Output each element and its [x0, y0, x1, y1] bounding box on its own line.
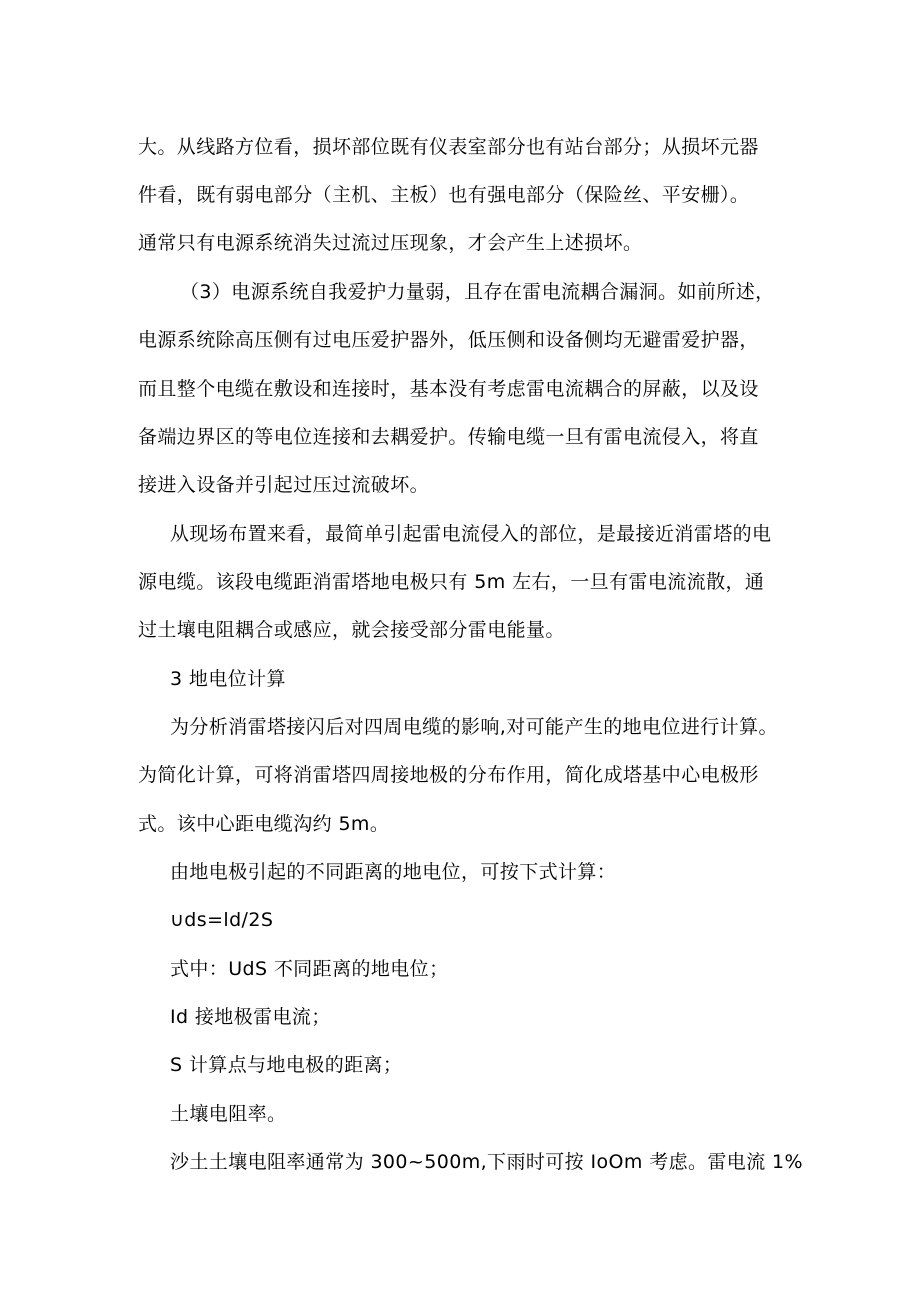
definition-4: 土壤电阻率。 [170, 1103, 287, 1125]
paragraph-2-line-5: 接进入设备并引起过压过流破坏。 [138, 474, 430, 496]
paragraph-1-line-2: 件看，既有弱电部分（主机、主板）也有强电部分（保险丝、平安栅）。 [138, 184, 750, 206]
paragraph-5: 由地电极引起的不同距离的地电位，可按下式计算： [170, 861, 617, 883]
paragraph-2-line-4: 备端边界区的等电位连接和去耦爱护。传输电缆一旦有雷电流侵入，将直 [138, 426, 759, 448]
definition-1: 式中：UdS 不同距离的地电位； [170, 958, 449, 980]
paragraph-1-line-3: 通常只有电源系统消失过流过压现象，才会产生上述损坏。 [138, 232, 643, 254]
paragraph-3-line-2: 源电缆。该段电缆距消雷塔地电极只有 5m 左右，一旦有雷电流流散，通 [138, 571, 765, 593]
paragraph-2-line-1: （3）电源系统自我爱护力量弱，且存在雷电流耦合漏洞。如前所述， [180, 281, 775, 303]
section-heading: 3 地电位计算 [170, 668, 286, 690]
paragraph-4-line-3: 式。该中心距电缆沟约 5m。 [138, 813, 390, 835]
paragraph-3-line-3: 过土壤电阻耦合或感应，就会接受部分雷电能量。 [138, 619, 565, 641]
paragraph-4-line-2: 为简化计算，可将消雷塔四周接地极的分布作用，简化成塔基中心电极形 [138, 764, 759, 786]
paragraph-3-line-1: 从现场布置来看，最简单引起雷电流侵入的部位，是最接近消雷塔的电 [170, 523, 772, 545]
definition-3: S 计算点与地电极的距离； [170, 1054, 403, 1076]
paragraph-2-line-2: 电源系统除高压侧有过电压爱护器外，低压侧和设备侧均无避雷爱护器， [138, 329, 759, 351]
paragraph-1-line-1: 大。从线路方位看，损坏部位既有仪表室部分也有站台部分；从损坏元器 [138, 136, 759, 158]
definition-2: Id 接地极雷电流； [170, 1006, 331, 1028]
paragraph-2-line-3: 而且整个电缆在敷设和连接时，基本没有考虑雷电流耦合的屏蔽，以及设 [138, 378, 759, 400]
paragraph-4-line-1: 为分析消雷塔接闪后对四周电缆的影响,对可能产生的地电位进行计算。 [170, 716, 778, 738]
paragraph-6: 沙土土壤电阻率通常为 300~500m,下雨时可按 IoOm 考虑。雷电流 1% [170, 1151, 803, 1173]
formula: ∪ds=ld∕2S [170, 909, 274, 931]
